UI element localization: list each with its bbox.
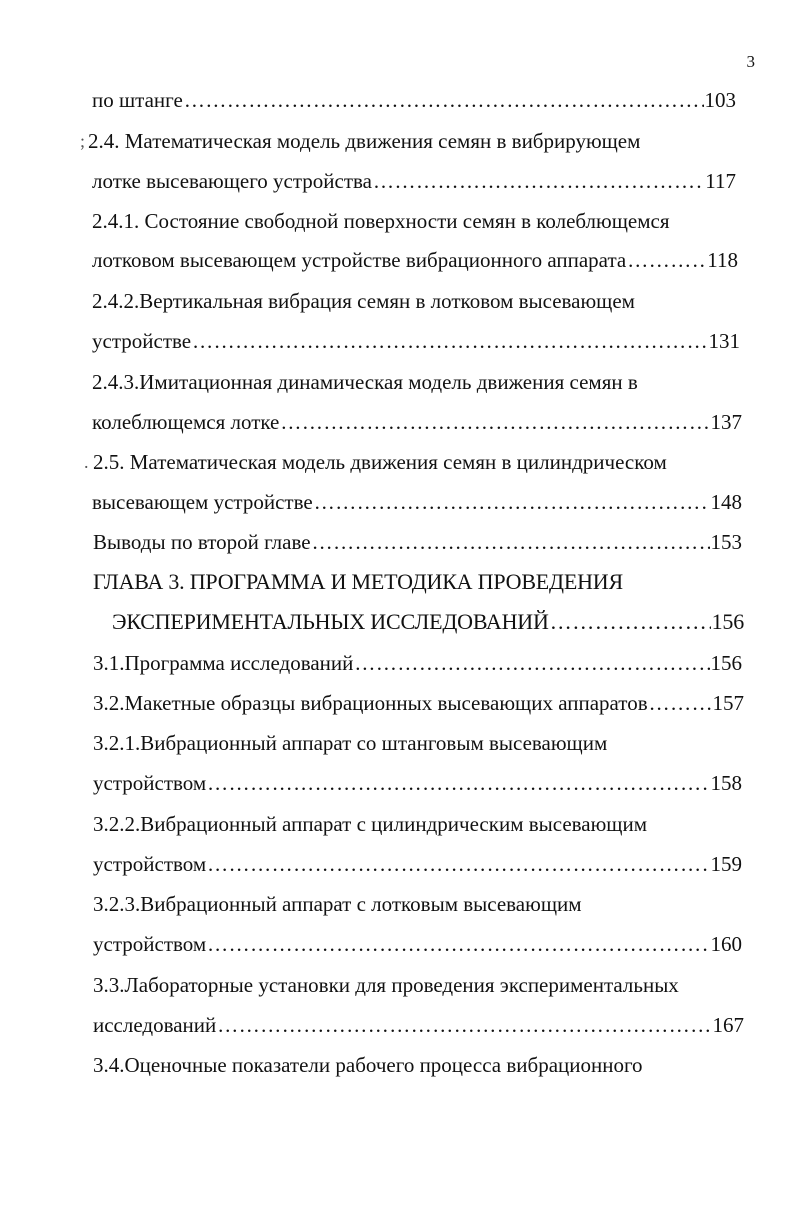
toc-entry-page: 103 <box>704 88 736 112</box>
toc-entry-heading: 2.4. Математическая модель движения семян в вибрирующем <box>88 129 641 153</box>
toc-leader-dots <box>192 327 707 355</box>
toc-entry-heading: 2.4.3.Имитационная динамическая модель движения семян в <box>92 370 638 394</box>
toc-entry-text: 3.1.Программа исследований <box>93 651 354 675</box>
toc-entry <box>93 850 742 878</box>
toc-entry <box>93 528 742 556</box>
scan-artifact-mark: ; <box>80 131 86 151</box>
toc-leader-dots <box>627 246 706 274</box>
toc-entry <box>92 167 736 195</box>
toc-entry-page: 158 <box>710 771 742 795</box>
toc-entry <box>93 649 742 677</box>
toc-leader-dots <box>354 649 709 677</box>
toc-entry-page: 160 <box>710 932 742 956</box>
toc-entry-page: 156 <box>710 651 742 675</box>
toc-entry-page: 137 <box>710 410 742 434</box>
chapter-heading: ГЛАВА 3. ПРОГРАММА И МЕТОДИКА ПРОВЕДЕНИЯ <box>93 569 623 594</box>
toc-entry-page: 148 <box>710 490 742 514</box>
toc-entry-text: высевающем устройстве <box>92 490 313 514</box>
toc-entry <box>92 86 736 114</box>
toc-entry-text: лотковом высевающем устройстве вибрационного аппарата <box>92 248 627 272</box>
toc-leader-dots <box>207 769 709 797</box>
toc-leader-dots <box>207 930 709 958</box>
toc-entry-text: устройством <box>93 771 207 795</box>
toc-entry-page: 153 <box>710 530 742 554</box>
toc-entry-text: ЭКСПЕРИМЕНТАЛЬНЫХ ИССЛЕДОВАНИЙ <box>112 609 549 634</box>
toc-entry-page: 156 <box>711 609 744 634</box>
scan-artifact-mark: . <box>84 452 89 472</box>
toc-entry-text: устройством <box>93 932 207 956</box>
toc-entry-heading: 2.5. Математическая модель движения семян в цилиндрическом <box>93 450 667 474</box>
toc-entry-heading: 3.4.Оценочные показатели рабочего процесса вибрационного <box>93 1053 643 1077</box>
toc-leader-dots <box>649 689 712 717</box>
toc-entry-text: колеблющемся лотке <box>92 410 280 434</box>
toc-entry-text: устройстве <box>92 329 192 353</box>
toc-leader-dots <box>373 167 704 195</box>
toc-entry-page: 159 <box>710 852 742 876</box>
toc-entry-text: лотке высевающего устройства <box>92 169 372 193</box>
toc-entry-page: 117 <box>705 169 736 193</box>
toc-leader-dots <box>280 408 709 436</box>
toc-entry-page: 167 <box>712 1013 744 1037</box>
toc-entry-heading: 3.3.Лабораторные установки для проведения экспериментальных <box>93 973 679 997</box>
toc-leader-dots <box>550 608 711 636</box>
toc-leader-dots <box>217 1011 711 1039</box>
toc-leader-dots <box>314 488 710 516</box>
toc-entry-text: 3.2.Макетные образцы вибрационных высевающих аппаратов <box>93 691 648 715</box>
toc-entry <box>112 608 744 636</box>
toc-entry-page: 157 <box>712 691 744 715</box>
toc-entry-page: 131 <box>708 329 740 353</box>
toc-entry <box>92 327 740 355</box>
toc-leader-dots <box>184 86 704 114</box>
toc-entry-heading: 2.4.1. Состояние свободной поверхности семян в колеблющемся <box>92 209 670 233</box>
toc-entry-heading: 3.2.3.Вибрационный аппарат с лотковым высевающим <box>93 892 582 916</box>
toc-leader-dots <box>312 528 710 556</box>
toc-entry-heading: 3.2.1.Вибрационный аппарат со штанговым высевающим <box>93 731 608 755</box>
toc-leader-dots <box>207 850 709 878</box>
toc-entry <box>93 689 744 717</box>
toc-entry-text: по штанге <box>92 88 183 112</box>
toc-entry-page: 118 <box>707 248 738 272</box>
toc-entry <box>93 1011 744 1039</box>
toc-entry <box>92 246 738 274</box>
toc-entry-text: Выводы по второй главе <box>93 530 311 554</box>
toc-entry-text: устройством <box>93 852 207 876</box>
toc-entry-text: исследований <box>93 1013 217 1037</box>
toc-entry <box>92 488 742 516</box>
toc-entry <box>93 930 742 958</box>
toc-entry-heading: 2.4.2.Вертикальная вибрация семян в лотковом высевающем <box>92 289 635 313</box>
toc-entry-heading: 3.2.2.Вибрационный аппарат с цилиндрическим высевающим <box>93 812 647 836</box>
page-number: 3 <box>746 52 755 71</box>
toc-entry <box>92 408 742 436</box>
toc-entry <box>93 769 742 797</box>
